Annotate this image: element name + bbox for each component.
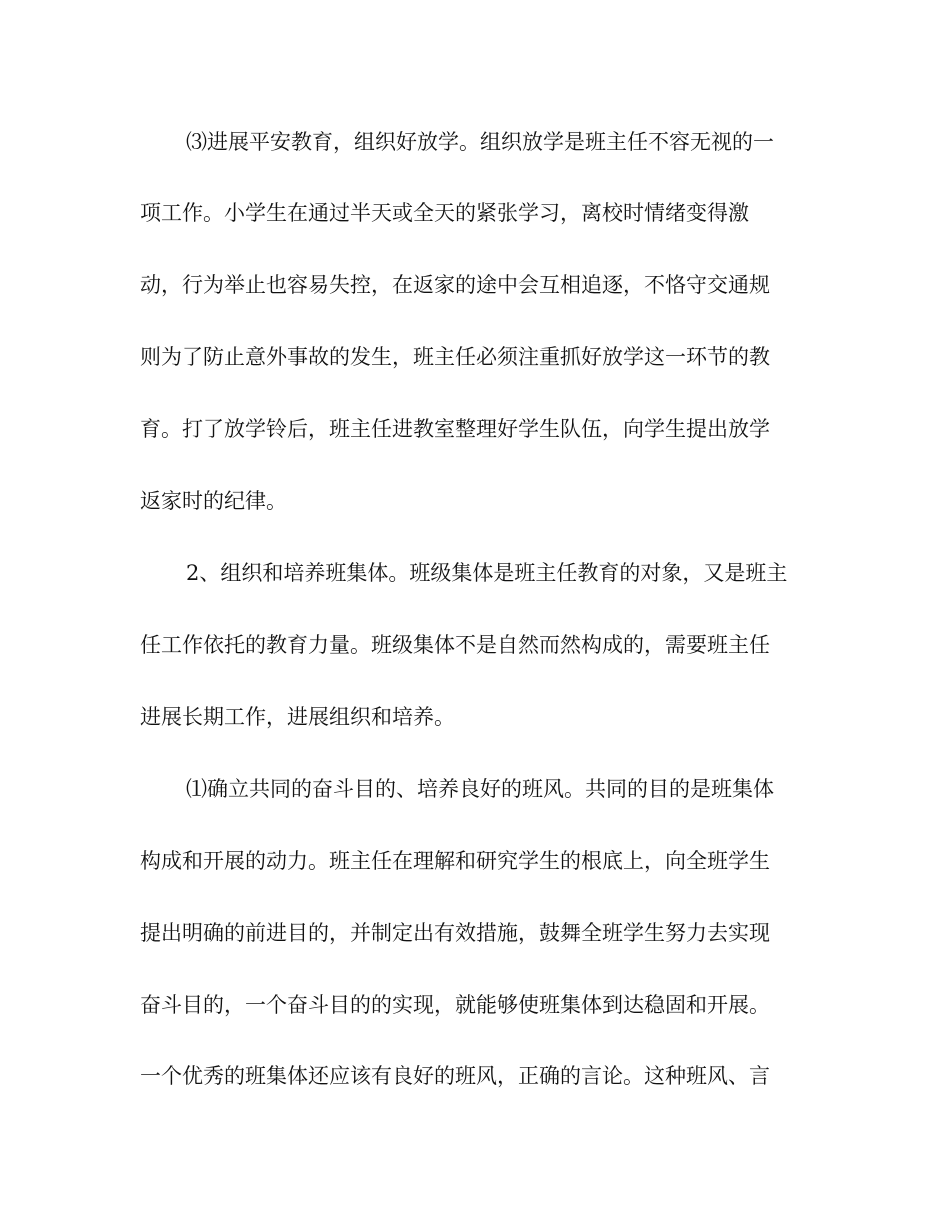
paragraph-line: ⑶进展平安教育，组织好放学。组织放学是班主任不容无视的一 xyxy=(186,130,774,154)
paragraph-line: 2、组织和培养班集体。班级集体是班主任教育的对象，又是班主 xyxy=(186,561,788,585)
paragraph-line: 任工作依托的教育力量。班级集体不是自然而然构成的，需要班主任 xyxy=(140,633,770,657)
paragraph-line: 则为了防止意外事故的发生，班主任必须注重抓好放学这一环节的教 xyxy=(140,345,770,369)
paragraph-line: 育。打了放学铃后，班主任进教室整理好学生队伍，向学生提出放学 xyxy=(140,417,770,441)
paragraph-line: 项工作。小学生在通过半天或全天的紧张学习，离校时情绪变得激 xyxy=(140,201,749,225)
paragraph-line: 提出明确的前进目的，并制定出有效措施，鼓舞全班学生努力去实现 xyxy=(140,921,770,945)
paragraph-line: ⑴确立共同的奋斗目的、培养良好的班风。共同的目的是班集体 xyxy=(186,777,774,801)
paragraph-line: 进展长期工作，进展组织和培养。 xyxy=(140,705,455,729)
paragraph-line: 动，行为举止也容易失控，在返家的途中会互相追逐，不恪守交通规 xyxy=(140,273,770,297)
paragraph-line: 奋斗目的，一个奋斗目的的实现，就能够使班集体到达稳固和开展。 xyxy=(140,993,770,1017)
paragraph-line: 构成和开展的动力。班主任在理解和研究学生的根底上，向全班学生 xyxy=(140,849,770,873)
paragraph-line: 一个优秀的班集体还应该有良好的班风，正确的言论。这种班风、言 xyxy=(140,1064,770,1088)
paragraph-line: 返家时的纪律。 xyxy=(140,489,287,513)
